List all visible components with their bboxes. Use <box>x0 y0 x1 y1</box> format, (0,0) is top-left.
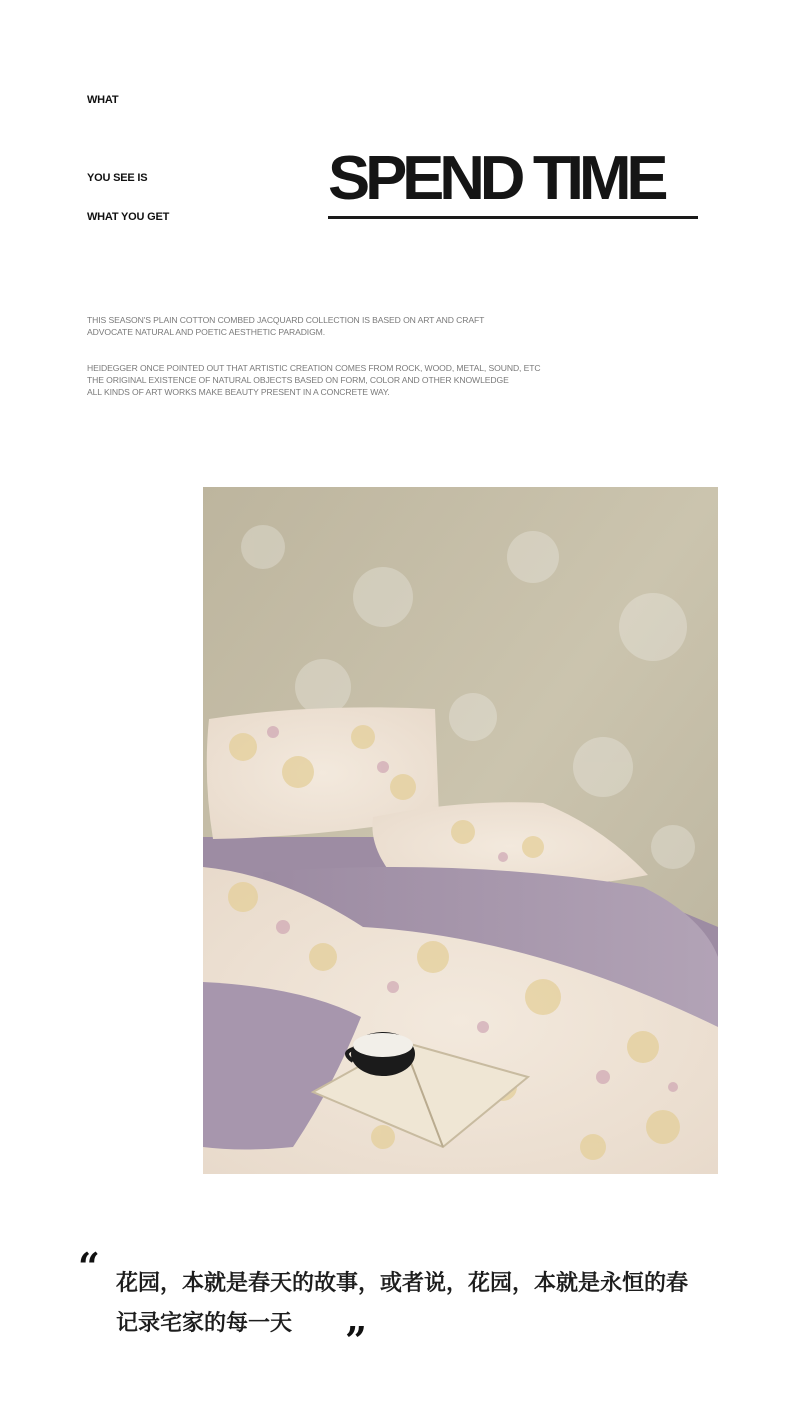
open-quote-mark: “ <box>78 1244 100 1289</box>
paragraph-line: ADVOCATE NATURAL AND POETIC AESTHETIC PARADIGM. <box>87 327 326 337</box>
paragraph-line: ALL KINDS OF ART WORKS MAKE BEAUTY PRESENT IN A CONCRETE WAY. <box>87 387 390 397</box>
quote-line-2: 记录宅家的每一天 <box>116 1311 293 1336</box>
paragraph-line: THE ORIGINAL EXISTENCE OF NATURAL OBJECTS BASED ON FORM, COLOR AND OTHER KNOWLEDGE <box>87 375 509 385</box>
close-quote-mark: ” <box>345 1318 367 1363</box>
kicker-what: WHAT <box>87 94 119 106</box>
title-block <box>328 144 698 219</box>
tagline-line-2: WHAT YOU GET <box>87 211 170 223</box>
bedding-photo <box>203 487 718 1174</box>
chinese-quote <box>116 1264 736 1344</box>
description-paragraph-2 <box>87 362 541 398</box>
paragraph-line: THIS SEASON'S PLAIN COTTON COMBED JACQUARD COLLECTION IS BASED ON ART AND CRAFT <box>87 315 485 325</box>
title-underline <box>328 216 698 219</box>
tagline-line-1: YOU SEE IS <box>87 172 148 184</box>
page-title: SPEND TIME <box>328 144 664 213</box>
paragraph-line: HEIDEGGER ONCE POINTED OUT THAT ARTISTIC CREATION COMES FROM ROCK, WOOD, METAL, SOUND, ETC <box>87 363 541 373</box>
description-paragraph-1 <box>87 314 484 338</box>
quote-line-1: 花园，本就是春天的故事，或者说，花园，本就是永恒的春 <box>116 1271 689 1296</box>
